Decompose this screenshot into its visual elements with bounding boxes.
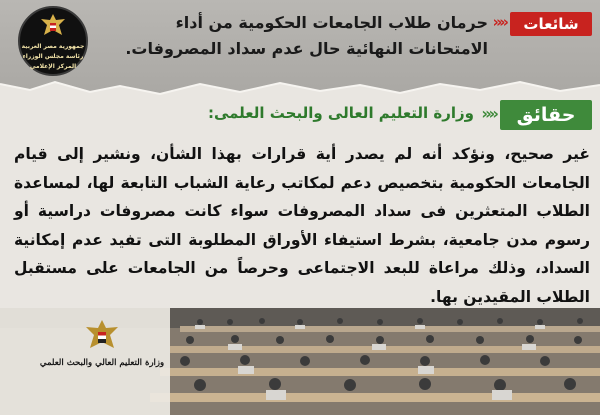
- facts-chevron-icon: »»: [481, 104, 496, 123]
- media-center-logo: [18, 6, 88, 76]
- rumor-text: حرمان طلاب الجامعات الحكومية من أداء الامتحانات النهائية حال عدم سداد المصروفات.: [125, 13, 488, 58]
- facts-label: حقائق: [500, 100, 592, 130]
- logo-text-bottom: المركز الإعلامي: [29, 63, 77, 70]
- ministry-eagle-icon: [82, 318, 122, 356]
- rumor-label: شائعات: [510, 12, 592, 36]
- logo-text-top: جمهورية مصر العربية: [21, 43, 85, 50]
- rumor-chevron-icon: »»: [492, 13, 506, 31]
- logo-text-mid: رئاسة مجلس الوزراء: [22, 53, 84, 60]
- ministry-logo: [39, 318, 165, 386]
- facts-body-text: غير صحيح، ونؤكد أنه لم يصدر أية قرارات بهذا الشأن، ونشير إلى قيام الجامعات الحكومية بتخصيص دعم لمكاتب رعاية الشباب التابعة لها، لمساعدة الطلاب المتعثرين فى سداد المصروفات سواء كانت مصروفات دراسية أو رسوم مدن جامعية، بشرط استيفاء الأوراق المطلوبة التى تفيد عدم إمكانية السداد، وذلك مراعاة للبعد الاجتماعى وحرصاً من الجامعات على مستقبل الطلاب المقيدين بها.: [14, 145, 590, 306]
- ministry-heading: وزارة التعليم العالى والبحث العلمى:: [207, 104, 474, 122]
- ministry-logo-text: وزارة التعليم العالي والبحث العلمي: [39, 358, 165, 368]
- eagle-emblem-icon: [38, 11, 68, 41]
